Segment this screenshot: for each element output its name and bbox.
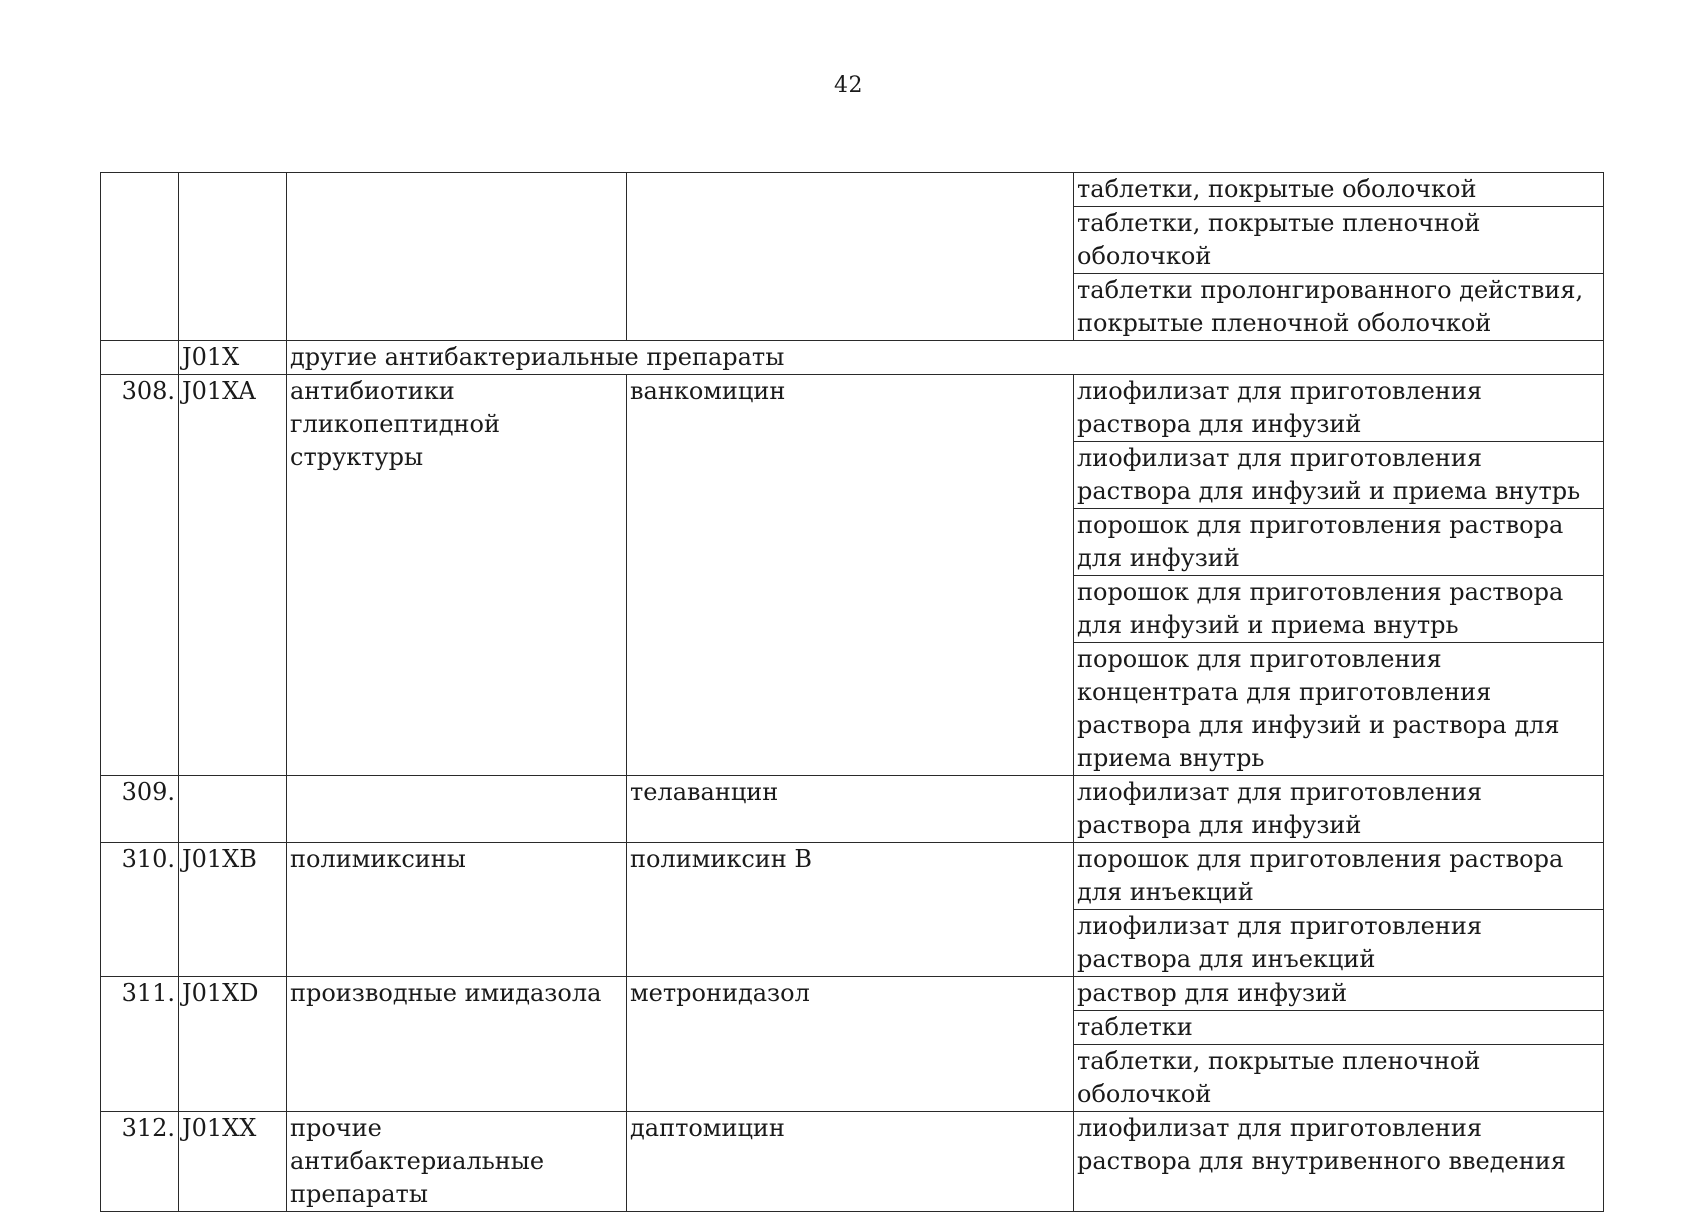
page-number: 42: [834, 73, 863, 98]
cell-num: [101, 341, 179, 375]
cell-form: лиофилизат для приготовления раствора для инфузий и приема внутрь: [1074, 442, 1604, 509]
cell-form: порошок для приготовления раствора для инфузий: [1074, 509, 1604, 576]
cell-form: лиофилизат для приготовления раствора для инъекций: [1074, 910, 1604, 977]
cell-drug: телаванцин: [627, 776, 1074, 843]
cell-form: таблетки, покрытые оболочкой: [1074, 173, 1604, 207]
cell-num: 312.: [101, 1112, 179, 1212]
cell-code: J01XD: [179, 977, 287, 1112]
cell-group: прочие антибактериальные препараты: [287, 1112, 627, 1212]
cell-drug: даптомицин: [627, 1112, 1074, 1212]
cell-form: порошок для приготовления раствора для инъекций: [1074, 843, 1604, 910]
cell-group: [287, 776, 627, 843]
cell-form: порошок для приготовления концентрата для приготовления раствора для инфузий и раствора для приема внутрь: [1074, 643, 1604, 776]
table-row-312: [101, 1112, 1604, 1212]
cell-code: J01X: [179, 341, 287, 375]
cell-num: 311.: [101, 977, 179, 1112]
cell-group: [287, 173, 627, 341]
cell-code: [179, 776, 287, 843]
table-row-311: [101, 977, 1604, 1011]
table-row-309: [101, 776, 1604, 843]
table-row-308: [101, 375, 1604, 442]
cell-code: [179, 173, 287, 341]
table-row: [101, 173, 1604, 207]
cell-form: таблетки: [1074, 1011, 1604, 1045]
cell-form: таблетки, покрытые пленочной оболочкой: [1074, 1045, 1604, 1112]
cell-code: J01XX: [179, 1112, 287, 1212]
cell-drug: [627, 173, 1074, 341]
cell-form: таблетки, покрытые пленочной оболочкой: [1074, 207, 1604, 274]
cell-form: раствор для инфузий: [1074, 977, 1604, 1011]
cell-drug: полимиксин В: [627, 843, 1074, 977]
cell-group: антибиотики гликопептидной структуры: [287, 375, 627, 776]
cell-code: J01XB: [179, 843, 287, 977]
cell-form: лиофилизат для приготовления раствора для инфузий: [1074, 375, 1604, 442]
cell-num: 310.: [101, 843, 179, 977]
cell-num: 308.: [101, 375, 179, 776]
cell-group: производные имидазола: [287, 977, 627, 1112]
cell-drug: метронидазол: [627, 977, 1074, 1112]
cell-code: J01XA: [179, 375, 287, 776]
cell-form: лиофилизат для приготовления раствора для внутривенного введения: [1074, 1112, 1604, 1212]
cell-num: 309.: [101, 776, 179, 843]
drug-table: [100, 172, 1604, 1212]
cell-group-name: другие антибактериальные препараты: [287, 341, 1604, 375]
cell-group: полимиксины: [287, 843, 627, 977]
cell-form: лиофилизат для приготовления раствора для инфузий: [1074, 776, 1604, 843]
cell-drug: ванкомицин: [627, 375, 1074, 776]
cell-form: таблетки пролонгированного действия, покрытые пленочной оболочкой: [1074, 274, 1604, 341]
cell-num: [101, 173, 179, 341]
cell-form: порошок для приготовления раствора для инфузий и приема внутрь: [1074, 576, 1604, 643]
table-row-310: [101, 843, 1604, 910]
group-row-j01x: [101, 341, 1604, 375]
